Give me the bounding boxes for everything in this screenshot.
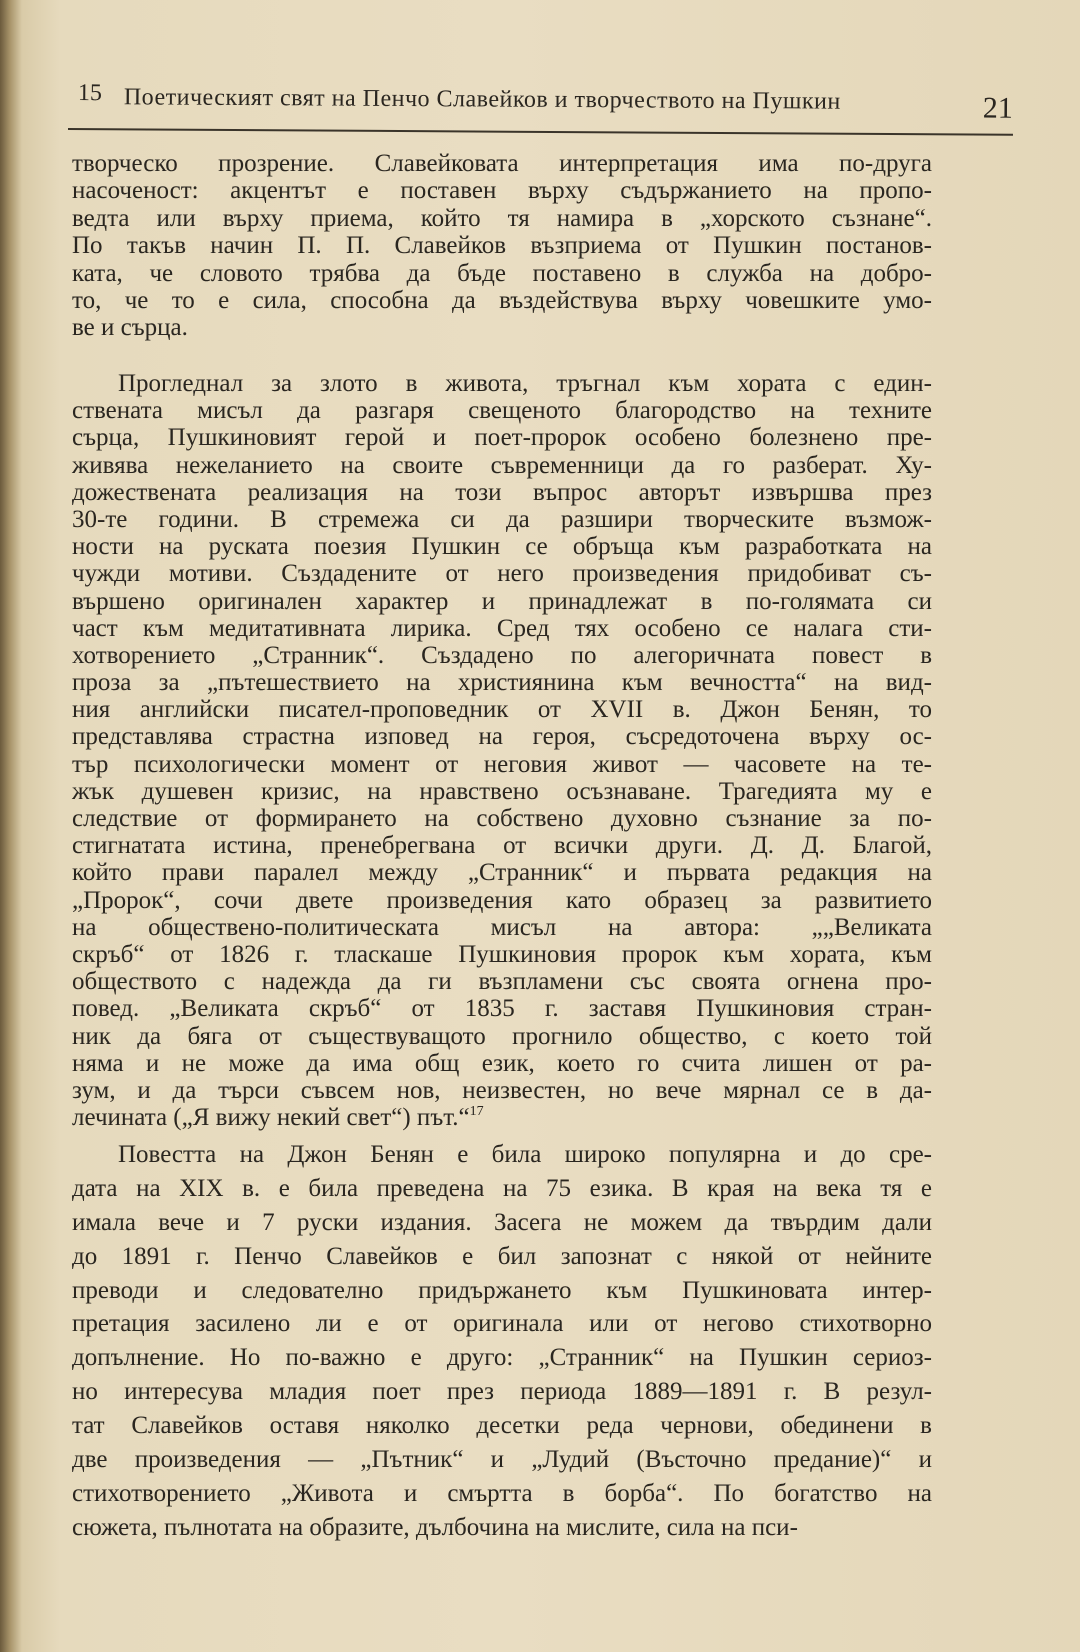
text-line: вършено оригинален характер и принадлежат в по-голямата си	[72, 587, 932, 615]
text-line: обществото с надежда да ги възпламени със своята огнена про-	[72, 968, 932, 996]
text-line: тат Славейков оставя няколко десетки реда чернови, обединени в	[72, 1412, 932, 1440]
text-line: зум, и да търси съвсем нов, неизвестен, но вече мярнал се в да-	[72, 1076, 932, 1104]
text-line: но интересува младия поет през периода 1889—1891 г. В резул-	[72, 1378, 932, 1406]
text-line: сърца, Пушкиновият герой и поет-пророк особено болезнено пре-	[72, 424, 932, 452]
chapter-number: 15	[77, 80, 102, 107]
text-line: 30-те години. В стремежа си да разшири творческите възмож-	[72, 505, 932, 533]
text-line: повед. „Великата скръб“ от 1835 г. заставя Пушкиновия стран-	[72, 995, 932, 1023]
text-line: ве и сърца.	[72, 314, 188, 342]
paragraph-1	[72, 150, 932, 342]
text-line: преводи и следователно придържането към Пушкиновата интер-	[72, 1276, 932, 1304]
text-line: две произведения — „Пътник“ и „Лудий (Въсточно предание)“ и	[72, 1446, 932, 1474]
text-line: творческо прозрение. Славейковата интерпретация има по-друга	[72, 150, 932, 177]
text-line: няма и не може да има общ език, което го счита лишен от ра-	[72, 1049, 932, 1077]
text-line: представлява страстна изповед на героя, съсредоточена върху ос-	[72, 723, 932, 751]
text-line: хотворението „Странник“. Създадено по алегоричната повест в	[72, 641, 932, 669]
text-line: тър психологически момент от неговия живот — часовете на те-	[72, 750, 932, 778]
text-line: ведта или върху приема, който тя намира в „хорското съзнане“.	[72, 204, 932, 232]
text-line: стигнатата истина, пренебрегвана от всички други. Д. Д. Благой,	[72, 832, 932, 860]
text-line: скръб“ от 1826 г. тласкаше Пушкиновия пророк към хората, към	[72, 940, 932, 968]
text-line: дожествената реализация на този въпрос авторът извършва през	[72, 478, 932, 506]
text-line: дата на XIX в. е била преведена на 75 езика. В края на века тя е	[72, 1174, 932, 1202]
text-line: насоченост: акцентът е поставен върху съдържанието на пропо-	[72, 177, 932, 205]
text-line: проза за „пътешествието на християнина към вечността“ на вид-	[72, 669, 932, 697]
text-line: Прогледнал за злото в живота, тръгнал към хората с един-	[118, 370, 932, 397]
text-line: ния английски писател-проповедник от XVII в. Джон Бенян, то	[72, 696, 932, 724]
text-line: лечината („Я вижу некий свет“) път.“	[72, 1104, 470, 1132]
text-line: стихотворението „Живота и смъртта в борба“. По богатство на	[72, 1479, 932, 1507]
text-line: По такъв начин П. П. Славейков възприема от Пушкин постанов-	[72, 232, 932, 260]
text-line: то, че то е сила, способна да въздействува върху човешките умо-	[72, 286, 932, 314]
paragraph-3	[72, 1138, 932, 1545]
running-title: Поетическият свят на Пенчо Славейков и творчеството на Пушкин	[123, 84, 841, 115]
paragraph-2	[72, 370, 932, 1132]
text-line: „Пророк“, сочи двете произведения като образец за развитието	[72, 886, 932, 914]
text-line: част към медитативната лирика. Сред тях особено се налага сти-	[72, 614, 932, 642]
text-line: който прави паралел между „Странник“ и първата редакция на	[72, 859, 932, 887]
header-rule	[68, 128, 1013, 136]
text-line: до 1891 г. Пенчо Славейков е бил запознат с някой от нейните	[72, 1242, 932, 1270]
running-header	[78, 80, 1013, 126]
text-line: ности на руската поезия Пушкин се обръща към разработката на	[72, 533, 932, 561]
text-line: ник да бяга от съществуващото прогнило общество, с което той	[72, 1022, 932, 1050]
text-line: живява нежеланието на своите съвременници да го разберат. Ху-	[72, 451, 932, 479]
text-line: на обществено-политическата мисъл на автора: „„Великата	[72, 913, 932, 941]
text-line: следствие от формирането на собствено духовно съзнание за по-	[72, 805, 932, 832]
text-line: жък душевен кризис, на нравствено осъзнаване. Трагедията му е	[72, 777, 932, 805]
text-line: имала вече и 7 руски издания. Засега не можем да твърдим дали	[72, 1208, 932, 1236]
text-line: Повестта на Джон Бенян е била широко популярна и до сре-	[118, 1141, 932, 1168]
text-line: чужди мотиви. Създадените от него произведения придобиват съ-	[72, 560, 932, 588]
text-line: ката, че словото трябва да бъде поставено в служба на добро-	[72, 259, 932, 287]
text-line: допълнение. Но по-важно е друго: „Странник“ на Пушкин сериоз-	[72, 1344, 932, 1372]
text-line: сюжета, пълнотата на образите, дълбочина на мислите, сила на пси-	[72, 1513, 798, 1541]
text-line: ствената мисъл да разгаря свещеното благородство на техните	[72, 397, 932, 425]
text-line: претация засилено ли е от оригинала или от негово стихотворно	[72, 1310, 932, 1338]
footnote-reference: 17	[469, 1104, 484, 1120]
page-number: 21	[982, 91, 1013, 125]
